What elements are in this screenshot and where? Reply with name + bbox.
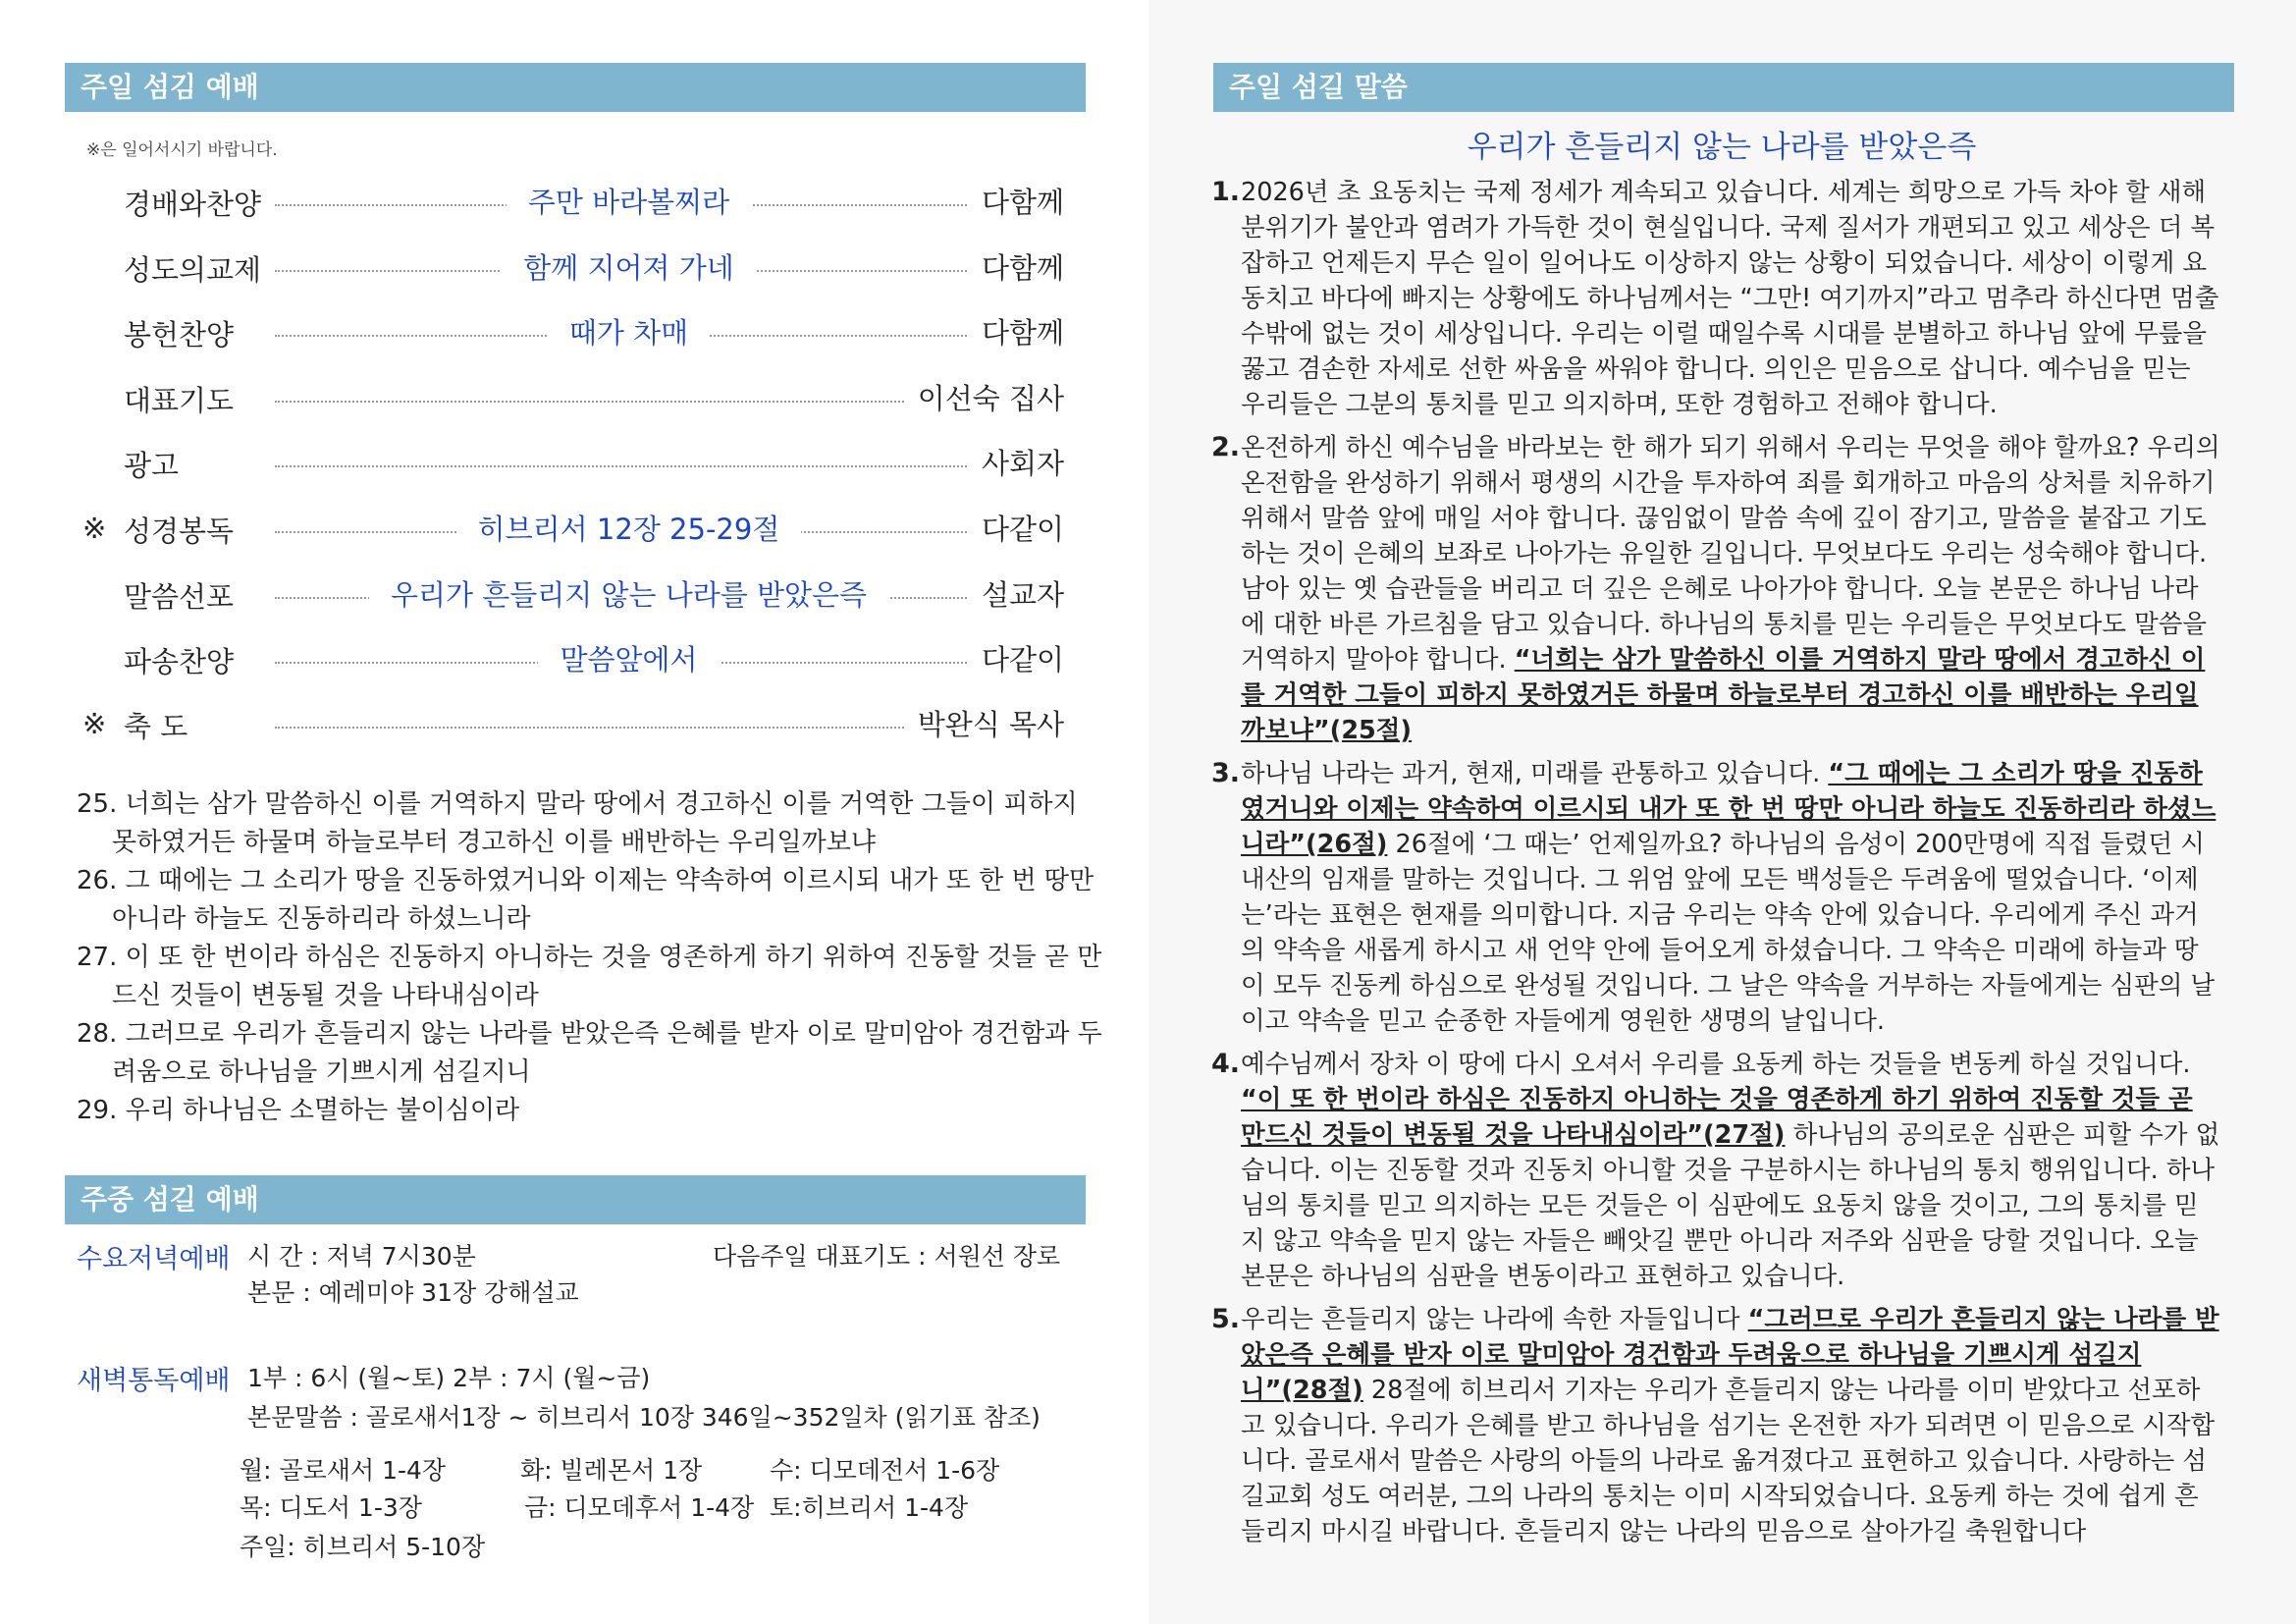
reading-thu: 목: 디도서 1-3장 — [240, 1493, 422, 1522]
order-item-leader: 다함께 — [968, 311, 1064, 352]
order-item-leader: 이선숙 집사 — [904, 377, 1064, 417]
scripture-quote: “그 때에는 그 소리가 땅을 진동하였거니와 이제는 약속하여 이르시되 내가 또 한 번 땅만 아니라 하늘도 진동하리라 하셨느니라”(26절) — [1241, 759, 2216, 859]
scripture-verses — [77, 785, 1107, 1130]
order-row — [82, 246, 1064, 286]
reading-fri: 금: 디모데후서 1-4장 — [524, 1493, 755, 1522]
sermon-header: 주일 섬길 말씀 — [1213, 63, 2234, 112]
reading-sun: 주일: 히브리서 5-10장 — [240, 1533, 486, 1561]
order-row — [82, 442, 1064, 481]
sermon-paragraph — [1211, 1302, 2222, 1549]
order-item-leader: 다함께 — [968, 181, 1064, 221]
paragraph-text-after: 하나님의 공의로운 심판은 피할 수가 없습니다. 이는 진동할 것과 진동치 아니할 것을 구분하시는 하나님의 통치 행위입니다. 하나님의 통치를 믿고 의지하는 모든 것들은 이 심판에도 요동치 않을 것이고, 그의 통치를 믿지 않고 약속을 믿지 않는 자들은 빼앗길 뿐만 아니라 저주와 심판을 당할 것입니다. 오늘 본문은 하나님의 심판을 변동이라고 표현하고 있습니다. — [1241, 1120, 2220, 1291]
order-item-title: 함께 지어져 가네 — [502, 251, 756, 285]
reading-mon: 월: 골로새서 1-4장 — [240, 1456, 447, 1485]
scripture-quote: “이 또 한 번이라 하심은 진동하지 아니하는 것을 영존하게 하기 위하여 진동할 것들 곧 만드신 것들이 변동될 것을 나타내심이라”(27절) — [1241, 1085, 2193, 1150]
verse-26: 26. 그 때에는 그 소리가 땅을 진동하였거니와 이제는 약속하여 이르시되 내가 또 한 번 땅만 아니라 하늘도 진동하리라 하셨느니라 — [77, 866, 1095, 934]
dotted-leader — [275, 465, 983, 467]
paragraph-number: 4. — [1211, 1049, 1241, 1079]
order-item-title-wrap — [275, 508, 983, 548]
sermon-body — [1211, 175, 2222, 1557]
order-item-title-wrap — [275, 573, 983, 614]
paragraph-text-after: 28절에 히브리서 기자는 우리가 흔들리지 않는 나라를 이미 받았다고 선포하고 있습니다. 우리가 은혜를 받고 하나님을 섬기는 온전한 자가 되려면 이 믿음으로 시작합니다. 골로새서 말씀은 사랑의 아들의 나라로 옮겨졌다고 표현하고 있습니다. 사랑하는 섬길교회 성도 여러분, 그의 나라의 통치는 이미 시작되었습니다. 요동케 하는 것에 쉽게 흔들리지 마시길 바랍니다. 흔들리지 않는 나라의 믿음으로 살아가길 축원합니다 — [1241, 1376, 2216, 1546]
order-item-leader: 사회자 — [968, 442, 1064, 482]
order-row — [82, 638, 1064, 677]
order-item-leader: 다함께 — [968, 246, 1064, 287]
weekday-header: 주중 섬길 예배 — [65, 1175, 1086, 1224]
order-item-name: 말씀선포 — [124, 580, 235, 614]
sermon-paragraph — [1211, 430, 2222, 748]
order-row — [82, 311, 1064, 351]
reading-sat: 토:히브리서 1-4장 — [770, 1493, 969, 1522]
paragraph-number: 3. — [1211, 758, 1241, 788]
paragraph-text: 온전하게 하신 예수님을 바라보는 한 해가 되기 위해서 우리는 무엇을 해야 할까요? 우리의 온전함을 완성하기 위해서 평생의 시간을 투자하여 죄를 회개하고 마음의 상처를 치유하기 위해서 말씀 앞에 매일 서야 합니다. 끊임없이 말씀 속에 깊이 잠기고, 말씀을 붙잡고 기도하는 것이 은혜의 보좌로 나아가는 유일한 길입니다. 무엇보다도 우리는 성숙해야 합니다. 남아 있는 옛 습관들을 버리고 더 깊은 은혜로 나아가야 합니다. 오늘 본문은 하나님 나라에 대한 바른 가르침을 담고 있습니다. 하나님의 통치를 믿는 우리들은 무엇보다도 말씀을 거역하지 말아야 합니다. — [1241, 433, 2220, 675]
standing-note: ※은 일어서시기 바랍니다. — [86, 140, 278, 160]
order-item-title: 때가 차매 — [548, 316, 710, 350]
order-item-title: 주만 바라볼찌라 — [507, 186, 751, 219]
wednesday-time: 시 간 : 저녁 7시30분 — [247, 1242, 476, 1271]
order-item-leader: 다같이 — [968, 508, 1064, 548]
scripture-quote: “너희는 삼가 말씀하신 이를 거역하지 말라 땅에서 경고하신 이를 거역한 그들이 피하지 못하였거든 하물며 하늘로부터 경고하신 이를 배반하는 우리일까보냐”(25절) — [1241, 645, 2206, 745]
wednesday-text: 본문 : 예레미야 31장 강해설교 — [247, 1278, 579, 1307]
sermon-paragraph — [1211, 1047, 2222, 1294]
order-item-leader: 설교자 — [968, 573, 1064, 614]
sermon-paragraph — [1211, 756, 2222, 1039]
reading-tue: 화: 빌레몬서 1장 — [520, 1456, 703, 1485]
order-item-name: 경배와찬양 — [124, 188, 262, 221]
order-row — [82, 703, 1064, 742]
reading-wed: 수: 디모데전서 1-6장 — [770, 1456, 1000, 1485]
order-item-title: 우리가 흔들리지 않는 나라를 받았은즉 — [369, 578, 888, 612]
standing-mark: ※ — [82, 707, 107, 740]
order-item-name: 파송찬양 — [124, 645, 235, 678]
order-row — [82, 508, 1064, 547]
paragraph-text-after: 26절에 ‘그 때는’ 언제일까요? 하나님의 음성이 200만명에 직접 들렸던 시내산의 임재를 말하는 것입니다. 그 위엄 앞에 모든 백성들은 두려움에 떨었습니다. ‘이제는’라는 표현은 현재를 의미합니다. 지금 우리는 약속 안에 있습니다. 우리에게 주신 과거의 약속을 새롭게 하시고 새 언약 안에 들어오게 하셨습니다. 그 약속은 미래에 하늘과 땅이 모두 진동케 하심으로 완성될 것입니다. 그 날은 약속을 거부하는 자들에게는 심판의 날이고 약속을 믿고 순종한 자들에게 영원한 생명의 날입니다. — [1241, 830, 2216, 1036]
order-item-name: 대표기도 — [124, 384, 235, 417]
dotted-leader — [275, 401, 983, 403]
order-row — [82, 377, 1064, 416]
verse-29: 29. 우리 하나님은 소멸하는 불이심이라 — [77, 1096, 520, 1125]
dawn-label: 새벽통독예배 — [77, 1366, 231, 1396]
order-item-name: 봉헌찬양 — [124, 318, 235, 352]
order-item-title-wrap — [275, 181, 983, 221]
verse-25: 25. 너희는 삼가 말씀하신 이를 거역하지 말라 땅에서 경고하신 이를 거역한 그들이 피하지 못하였거든 하물며 하늘로부터 경고하신 이를 배반하는 우리일까보냐 — [77, 789, 1078, 857]
order-item-name: 성도의교제 — [124, 253, 262, 287]
order-item-leader: 박완식 목사 — [904, 703, 1064, 743]
verse-28: 28. 그러므로 우리가 흔들리지 않는 나라를 받았은즉 은혜를 받자 이로 말미암아 경건함과 두려움으로 하나님을 기쁘시게 섬길지니 — [77, 1019, 1102, 1087]
order-row — [82, 573, 1064, 613]
paragraph-text: 하나님 나라는 과거, 현재, 미래를 관통하고 있습니다. — [1241, 759, 1829, 788]
order-item-title-wrap — [275, 246, 983, 287]
worship-header: 주일 섬김 예배 — [65, 63, 1086, 112]
paragraph-text: 우리는 흔들리지 않는 나라에 속한 자들입니다 — [1241, 1305, 1748, 1334]
order-item-title: 히브리서 12장 25-29절 — [456, 513, 802, 546]
paragraph-text: 2026년 초 요동치는 국제 정세가 계속되고 있습니다. 세계는 희망으로 가득 차야 할 새해 분위기가 불안과 염려가 가득한 것이 현실입니다. 국제 질서가 개편되고 있고 세상은 더 복잡하고 언제든지 무슨 일이 일어나도 이상하지 않는 상황이 되었습니다. 세상이 이렇게 요동치고 바다에 빠지는 상황에도 하나님께서는 “그만! 여기까지”라고 멈추라 하신다면 멈출 수밖에 없는 것이 세상입니다. 우리는 이럴 때일수록 시대를 분별하고 하나님 앞에 무릎을 꿇고 겸손한 자세로 선한 싸움을 싸워야 합니다. 의인은 믿음으로 삽니다. 예수님을 믿는 우리들은 그분의 통치를 믿고 의지하며, 또한 경험하고 전해야 합니다. — [1241, 178, 2219, 419]
order-item-title-wrap — [275, 311, 983, 352]
dawn-range: 본문말씀 : 골로새서1장 ~ 히브리서 10장 346일~352일차 (읽기표 참조) — [247, 1403, 1041, 1432]
order-item-name: 광고 — [124, 449, 180, 482]
standing-mark: ※ — [82, 512, 107, 545]
wednesday-label: 수요저녁예배 — [77, 1244, 231, 1274]
order-row — [82, 181, 1064, 220]
dawn-time: 1부 : 6시 (월~토) 2부 : 7시 (월~금) — [247, 1364, 651, 1392]
scripture-quote: “그러므로 우리가 흔들리지 않는 나라를 받았은즉 은혜를 받자 이로 말미암아 경건함과 두려움으로 하나님을 기쁘시게 섬길지니”(28절) — [1241, 1305, 2219, 1405]
paragraph-number: 5. — [1211, 1304, 1241, 1334]
order-item-title: 말씀앞에서 — [538, 643, 719, 677]
order-item-name: 성경봉독 — [124, 514, 235, 548]
verse-27: 27. 이 또 한 번이라 하심은 진동하지 아니하는 것을 영존하게 하기 위하여 진동할 것들 곧 만드신 것들이 변동될 것을 나타내심이라 — [77, 943, 1102, 1010]
paragraph-number: 1. — [1211, 177, 1241, 207]
next-prayer: 다음주일 대표기도 : 서원선 장로 — [713, 1242, 1061, 1271]
order-item-leader: 다같이 — [968, 638, 1064, 678]
order-item-name: 축 도 — [124, 710, 188, 743]
sermon-title: 우리가 흔들리지 않는 나라를 받았은즉 — [1467, 130, 1977, 165]
paragraph-number: 2. — [1211, 432, 1241, 462]
order-item-title-wrap — [275, 638, 983, 678]
dotted-leader — [275, 727, 983, 729]
paragraph-text: 예수님께서 장차 이 땅에 다시 오셔서 우리를 요동케 하는 것들을 변동케 하실 것입니다. — [1241, 1050, 2191, 1079]
sermon-paragraph — [1211, 175, 2222, 422]
